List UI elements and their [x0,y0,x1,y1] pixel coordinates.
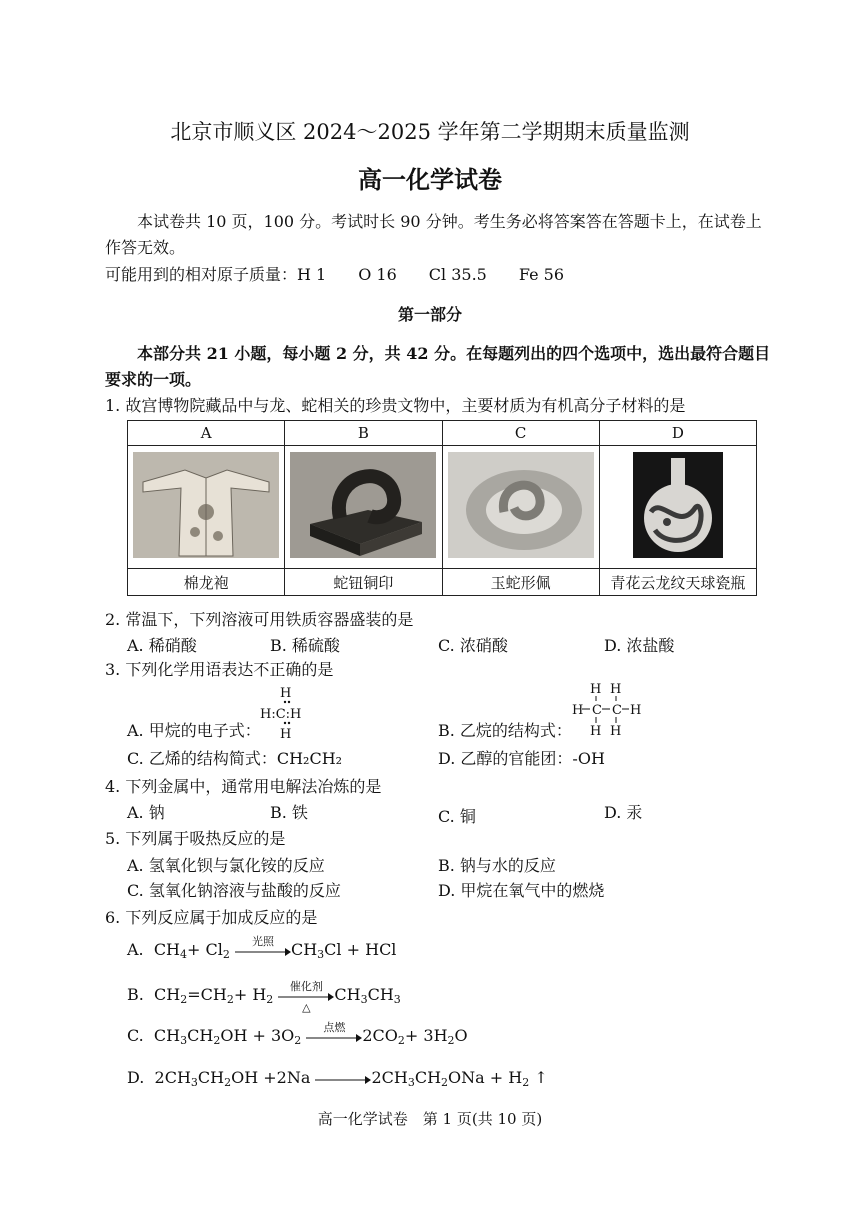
q2-option-c: C. 浓硝酸 [438,636,508,655]
q1-cell-a-image [128,446,285,569]
q4-option-c: C. 铜 [438,807,476,826]
svg-text:C: C [612,703,622,718]
svg-text:H: H [590,724,602,738]
q5-stem: 5. 下列属于吸热反应的是 [105,829,286,848]
q5-option-d: D. 甲烷在氧气中的燃烧 [438,881,605,900]
snake-seal-image [290,452,436,558]
q6-option-a: A. $CH_4+ Cl_2$ 光照 $CH_3Cl$ + HCl [127,934,397,961]
q1-option-table [127,420,757,596]
q3-option-c: C. 乙烯的结构简式：CH₂CH₂ [127,749,343,768]
q6-stem: 6. 下列反应属于加成反应的是 [105,908,318,927]
exam-title: 北京市顺义区 2024～2025 学年第二学期期末质量监测 [170,120,690,144]
svg-text:H: H [280,686,292,701]
q3-option-b: B. 乙烷的结构式： [438,721,572,740]
q6-b-condition: 催化剂 [289,979,323,993]
q1-name-a: 棉龙袍 [128,569,285,596]
q1-name-b: 蛇钮铜印 [285,569,442,596]
part-heading: 第一部分 [397,305,462,324]
q1-cell-d-image [599,446,756,569]
dragon-robe-image [133,452,279,558]
jade-snake-image [448,452,594,558]
q6-a-condition: 光照 [251,934,274,948]
q6-c-condition: 点燃 [323,1020,346,1034]
q5-option-c: C. 氢氧化钠溶液与盐酸的反应 [127,881,341,900]
q1-cell-b-image [285,446,442,569]
atomic-masses: 可能用到的相对原子质量：H 1 O 16 Cl 35.5 Fe 56 [105,265,564,284]
intro-line-1: 本试卷共 10 页，100 分。考试时长 90 分钟。考生务必将答案答在答题卡上，在试卷上 [137,212,762,231]
q4-option-a: A. 钠 [127,803,165,822]
svg-text:H: H [572,703,584,718]
q3-stem: 3. 下列化学用语表达不正确的是 [105,660,334,679]
part-instructions-1: 本部分共 21 小题，每小题 2 分，共 42 分。在每题列出的四个选项中，选出最符合题目 [137,344,771,363]
q6-option-c: C. $CH_3CH_2OH + 3O_2$ 点燃 $2CO_2+ 3H_2O$ [127,1020,468,1047]
page-footer: 高一化学试卷 第 1 页(共 10 页) [317,1110,543,1128]
svg-text:H:C:H: H:C:H [260,707,302,722]
q4-option-b: B. 铁 [270,803,308,822]
q1-name-d: 青花云龙纹天球瓷瓶 [599,569,756,596]
q6-b-heat-symbol: △ [302,1000,311,1014]
q3-option-a: A. 甲烷的电子式： [127,721,261,740]
reaction-arrow [306,1020,362,1044]
q5-option-a: A. 氢氧化钡与氯化铵的反应 [127,856,325,875]
porcelain-vase-image [605,452,751,558]
q3-option-d: D. 乙醇的官能团：-OH [438,749,605,768]
q4-option-d: D. 汞 [604,803,643,822]
q1-header-d: D [599,421,756,446]
part-instructions-2: 要求的一项。 [105,370,202,389]
q2-option-d: D. 浓盐酸 [604,636,675,655]
q2-option-b: B. 稀硫酸 [270,636,340,655]
reaction-arrow [315,1072,371,1086]
reaction-arrow [278,979,334,1014]
q1-name-c: 玉蛇形佩 [442,569,599,596]
q1-header-b: B [285,421,442,446]
ethane-structural-formula [570,680,642,738]
q5-option-b: B. 钠与水的反应 [438,856,556,875]
q1-header-c: C [442,421,599,446]
svg-text:H: H [630,703,642,718]
q6-option-d: D. $2CH_3CH_2OH +2Na$ $2CH_3CH_2ONa + H_2$ ↑ [127,1068,548,1089]
intro-line-2: 作答无效。 [105,238,186,257]
q4-stem: 4. 下列金属中，通常用电解法冶炼的是 [105,777,382,796]
reaction-arrow [235,934,291,958]
q1-header-a: A [128,421,285,446]
svg-text:C: C [592,703,602,718]
svg-text:H: H [610,682,622,697]
q2-option-a: A. 稀硝酸 [127,636,197,655]
svg-text:H: H [280,727,292,740]
q6-option-b: B. $CH_2=CH_2+ H_2$ 催化剂 △ $CH_3CH_3$ [127,979,401,1014]
q1-cell-c-image [442,446,599,569]
exam-subtitle: 高一化学试卷 [358,165,502,194]
svg-text:H: H [610,724,622,738]
q1-stem: 1. 故宫博物院藏品中与龙、蛇相关的珍贵文物中，主要材质为有机高分子材料的是 [105,396,686,415]
svg-text:H: H [590,682,602,697]
methane-electron-formula [258,684,308,740]
q2-stem: 2. 常温下，下列溶液可用铁质容器盛装的是 [105,610,414,629]
